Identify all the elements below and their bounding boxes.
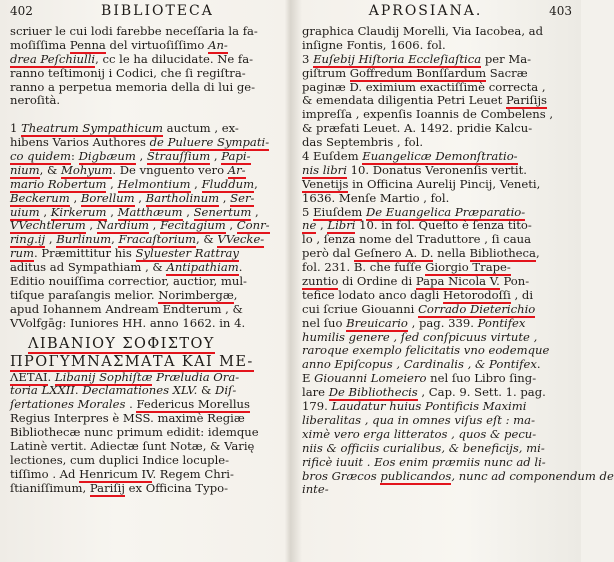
underlined-text: zuntio: [302, 274, 339, 289]
text-run: & præfati Leuet. A. 1492. pridie Kalcu-: [302, 121, 533, 136]
right-page-number: 403: [549, 4, 572, 18]
right_page.lines-line: [302, 317, 572, 331]
text-run: tiſque paraſangis melior.: [10, 287, 159, 302]
text-run: ,: [251, 204, 259, 219]
text-run: però dal: [302, 246, 355, 261]
underlined-text: Syluester Rattray: [135, 246, 239, 261]
text-run: ,: [182, 204, 194, 219]
text-run: cui ſcriue Giouanni: [302, 301, 419, 316]
text-run: del virtuoſiſſimo: [105, 37, 209, 52]
underlined-text: publicandos: [380, 468, 452, 483]
text-run: rificè iuuit . Eos enim præmiis nunc ad li-: [302, 454, 546, 469]
underlined-text: Papa Nicola V.: [415, 274, 500, 289]
left_page.lines-line: [10, 108, 282, 122]
left_page.lines_after_greek-line: [10, 371, 282, 385]
right_page.lines-line: [302, 428, 572, 442]
text-run: inte-: [302, 482, 329, 497]
text-run: tefice lodato anco dagli: [302, 287, 444, 302]
right_page.lines-line: [302, 468, 614, 484]
text-run: in Officina Aurelij Pincij, Veneti,: [348, 176, 541, 191]
text-run: auctum , ex-: [163, 121, 239, 136]
left-page: [10, 0, 282, 562]
text-run: , cc le ha dilucidate. Ne fa-: [95, 51, 254, 66]
underlined-text: mario Robertum: [10, 176, 107, 191]
text-run: ,: [135, 149, 147, 164]
right_page.lines-line: [302, 219, 572, 233]
underlined-text: ne: [302, 218, 317, 233]
text-run: Bibliothecæ nunc primum edidit: idemque: [10, 425, 259, 440]
right_page.lines-line: [302, 344, 572, 358]
text-run: ,: [111, 232, 119, 247]
left_page.lines_after_greek-line: [10, 454, 282, 468]
text-run: E: [302, 371, 315, 386]
left_page.lines-line: [10, 261, 282, 275]
left_page.lines-line: [10, 178, 282, 192]
text-run: ,: [254, 176, 258, 191]
right_page.lines-line: [302, 178, 572, 192]
left_page.lines-line: [10, 81, 282, 95]
text-run: ,: [106, 204, 118, 219]
right_page.lines-line: [302, 94, 572, 108]
underlined-text: Corrado Dieterichio: [418, 301, 536, 316]
underlined-text: Libanij Sophiſtæ: [54, 369, 153, 384]
underlined-text: VVechtlerum: [10, 218, 86, 233]
text-run: ,: [233, 287, 238, 302]
text-run: 179.: [302, 399, 332, 414]
text-run: graphica Claudij Morelli, Via Iacobea, ad: [302, 24, 544, 38]
text-run: ,: [134, 190, 146, 205]
left_page.lines_after_greek-line: [10, 468, 282, 482]
underlined-text: Libri: [327, 218, 356, 233]
text-run: ,: [535, 246, 540, 261]
text-run: ,: [69, 190, 81, 205]
left_page.lines_after_greek-line: [10, 440, 282, 454]
text-run: , &: [196, 232, 218, 247]
right_page.lines-line: [302, 53, 572, 67]
text-run: ,: [85, 218, 97, 233]
text-run: & emendata diligentia Petri Leuet: [302, 93, 507, 108]
text-run: Præludia Ora-: [152, 369, 240, 384]
underlined-text: Conr-: [236, 218, 270, 233]
underlined-text: Digbæum: [78, 149, 136, 164]
text-run: scriuer le cui lodi farebbe neceſſaria la: [10, 24, 243, 38]
text-run: bros Græcos: [302, 468, 381, 483]
right_page.lines-line: [302, 358, 572, 372]
text-run: , di: [510, 287, 534, 302]
text-run: ,: [190, 176, 202, 191]
underlined-text: Fluddum: [201, 176, 255, 191]
right_page.lines-line: [302, 81, 572, 95]
greek-title-line-1: [10, 335, 282, 353]
left_page.lines-line: [10, 289, 282, 303]
text-run: nel ſuo: [302, 315, 347, 330]
underlined-text: Nardium: [96, 218, 149, 233]
text-run: Sacræ: [486, 65, 528, 80]
text-run: .: [238, 260, 243, 275]
right_page.lines-line: [302, 206, 572, 220]
underlined-text: drea Peſchiulli: [10, 51, 96, 66]
left-running-head: [10, 3, 282, 25]
underlined-text: Fracaſtorium: [118, 232, 196, 247]
text-run: ex Officina Typo-: [124, 480, 229, 495]
text-run: ſtianiſſimum,: [10, 480, 90, 495]
left-text-block: [10, 25, 282, 331]
text-run: ximè vero erga litteratos , quos & pecu-: [302, 426, 537, 441]
right-running-head: [302, 3, 572, 25]
text-run: ,: [210, 149, 222, 164]
left_page.lines_after_greek-line: [10, 384, 282, 398]
text-run: Pontifex: [477, 315, 526, 330]
right_page.lines-line: [302, 25, 572, 39]
underlined-text: Hetorodoſſi: [443, 287, 511, 302]
right_page.lines-line: [302, 108, 572, 122]
right_page.lines-line: [302, 386, 572, 400]
text-run: lo , ſenza nome del Traduttore , ſi caua: [302, 232, 532, 247]
text-run: Latinè vertit. Adiectæ ſunt Notæ, & Varię: [10, 439, 255, 454]
text-run: lare: [302, 385, 329, 400]
text-run: Laudatur huius Pontificis Maximi: [331, 399, 527, 414]
underlined-text: ring.ij: [10, 232, 46, 247]
underlined-text: Eiuſdem: [313, 204, 363, 219]
left_page.lines_after_greek-line: [10, 426, 282, 440]
underlined-text: De Euangelica Præparatio-: [365, 204, 526, 219]
underlined-text: nium: [10, 162, 40, 177]
text-run: ,: [316, 218, 328, 233]
left_page.lines_after_greek-line: [10, 482, 282, 496]
text-run: fol. 231. B. che fuſſe: [302, 260, 426, 275]
right-page: [302, 0, 614, 562]
underlined-text: Ar-: [227, 162, 246, 177]
underlined-text: uium: [10, 204, 40, 219]
underlined-text: nis libri: [302, 162, 347, 177]
text-run: apud Iohannem Andream Endterum , &: [10, 301, 243, 316]
text-run: lectiones, cum duplici Indice locuple-: [10, 452, 230, 467]
left_page.lines-line: [10, 122, 282, 136]
right_page.lines-line: [302, 164, 572, 178]
text-run: ,: [45, 232, 57, 247]
greek-title-text-1: ΛΙΒΑΝΙΟΥ ΣΟΦΙΣΤΟΥ: [28, 335, 215, 352]
underlined-text: Mohyum: [61, 162, 113, 177]
underlined-text: Strauſſium: [146, 149, 211, 164]
text-run: , nunc ad componendum de: [451, 468, 614, 483]
text-run: Pon-: [499, 274, 530, 289]
text-run: . Præmittitur his: [34, 246, 136, 261]
text-run: Regius Interpres è MSS. maximè Regiæ: [10, 411, 245, 426]
underlined-text: co quidem: [10, 149, 72, 164]
underlined-text: ΛΕΤΑΙ: [10, 369, 48, 384]
text-run: , pag. 339.: [407, 315, 478, 330]
right_page.lines-line: [302, 261, 572, 275]
text-run: :: [71, 149, 79, 164]
text-run: Diſ-: [215, 383, 237, 398]
text-run: anno Epiſcopus , Cardinalis , & Pontifex: [302, 357, 537, 372]
right_page.lines-line: [302, 289, 572, 303]
underlined-text: de Puluere Sympati-: [149, 135, 270, 150]
text-run: .: [125, 397, 137, 412]
left_page.lines-line: [10, 53, 282, 67]
text-run: das Septembris , fol.: [302, 135, 424, 150]
text-run: Editio nouiſſima correctior, auctior, mul-: [10, 274, 247, 289]
right_page.lines-line: [302, 372, 572, 386]
underlined-text: Antipathiam: [166, 260, 239, 275]
text-run: Declamationes XLV.: [82, 383, 198, 398]
greek-title-line-2: [10, 353, 282, 371]
text-run: tiſſimo . Ad: [10, 466, 80, 481]
left_page.lines-line: [10, 67, 282, 81]
right_page.lines-line: [302, 192, 572, 206]
underlined-text: Breuicario: [346, 315, 408, 330]
text-run: nella: [433, 246, 470, 261]
underlined-text: Ser-: [230, 190, 255, 205]
text-run: impreſſa , expenſis Ioannis de Combelens ,: [302, 107, 554, 122]
underlined-text: Goffredum Bonſſardum: [349, 65, 487, 80]
left_page.lines-line: [10, 39, 282, 53]
right_page.lines-line: [302, 67, 572, 81]
right_page.lines-line: [302, 400, 572, 414]
text-run: neroſità.: [10, 93, 61, 108]
right_page.lines-line: [302, 247, 572, 261]
text-run: .: [47, 369, 55, 384]
left_page.lines-line: [10, 25, 282, 39]
underlined-text: Norimbergæ: [158, 287, 234, 302]
text-run: raroque exemplo felicitatis vno eodemque: [302, 343, 550, 358]
right_page.lines-line: [302, 150, 572, 164]
text-run: ,: [39, 204, 51, 219]
underlined-text: Geſnero A. D.: [354, 246, 434, 261]
underlined-text: Bartholinum: [145, 190, 220, 205]
underlined-text: Senertum: [193, 204, 252, 219]
left_page.lines_after_greek-line: [10, 412, 282, 426]
underlined-text: VVecke-: [217, 232, 265, 247]
underlined-text: Venetijs: [302, 176, 349, 191]
underlined-text: Kirkerum: [50, 204, 107, 219]
text-run: ſertationes Morales: [10, 397, 126, 412]
left_page.lines-line: [10, 219, 282, 233]
text-run: Giouanni Lomeiero: [314, 371, 427, 386]
text-run: aditus ad Sympathiam , &: [10, 260, 167, 275]
right_page.lines-line: [302, 136, 572, 150]
right_page.lines-line: [302, 122, 572, 136]
text-run: niis & officiis curialibus, & beneficijs, mi-: [302, 440, 545, 455]
right_page.lines-line: [302, 414, 572, 428]
text-run: paginæ D. eximium exactiſſimè correcta ,: [302, 79, 546, 94]
left_page.lines-line: [10, 303, 282, 317]
text-run: , Cap. 9. Sett. 1. pag.: [417, 385, 546, 400]
right-text-block: [302, 24, 614, 497]
right_page.lines-line: [302, 456, 572, 470]
text-run: 1636. Menſe Martio , fol.: [302, 190, 450, 205]
right_page.lines-line: [302, 39, 572, 53]
underlined-text: Theatrum Sympathicum: [21, 121, 163, 136]
right_page.lines-line: [302, 442, 572, 456]
underlined-text: Matthæum: [117, 204, 183, 219]
text-run: 10. Donatus Veronenſis vertit.: [346, 162, 527, 177]
underlined-text: Euangelicæ Demonſtratio-: [362, 149, 518, 164]
left-text-block-2: [10, 371, 282, 496]
underlined-text: rum: [10, 246, 35, 261]
text-run: 5: [302, 204, 314, 219]
underlined-text: Pariſij: [89, 480, 125, 495]
left-running-title: BIBLIOTECA: [101, 3, 214, 19]
underlined-text: An-: [208, 37, 228, 52]
left_page.lines-line: [10, 247, 282, 261]
right_page.lines-line: [302, 331, 572, 345]
right_page.lines-line: [302, 303, 572, 317]
underlined-text: Bibliotheca: [469, 246, 536, 261]
underlined-text: Euſebij Hiſtoria Eccleſiaſtica: [313, 51, 482, 66]
text-run: VVolfgāg: Iuniores HH. anno 1662. in 4.: [10, 315, 246, 330]
text-run: ,: [219, 190, 231, 205]
left_page.lines-line: [10, 233, 282, 247]
text-run: hibens Varios Authores: [10, 135, 150, 150]
text-run: 1: [10, 121, 22, 136]
underlined-text: Papi-: [221, 149, 251, 164]
underlined-text: Fecitagium: [160, 218, 226, 233]
right-running-title: APROSIANA.: [368, 3, 483, 19]
text-run: 10. in fol. Queſto è ſenza tito-: [355, 218, 532, 233]
left_page.lines-line: [10, 317, 282, 331]
text-run: ranno teſtimonij i Codici, che ſi regiſtra-: [10, 65, 246, 80]
underlined-text: Federicus Morellus: [136, 397, 250, 412]
right_page.lines-line: [302, 275, 572, 289]
text-run: ranno a perpetua memoria della di lui ge-: [10, 79, 256, 94]
underlined-text: Helmontium: [117, 176, 191, 191]
underlined-text: Penna: [69, 37, 106, 52]
text-run: ,: [106, 176, 118, 191]
underlined-text: Pariſijs: [506, 93, 548, 108]
left_page.lines-line: [10, 192, 282, 206]
underlined-text: Giorgio Trape-: [425, 260, 511, 275]
text-run: toria LXXII: [10, 383, 75, 398]
text-run: inſigne Fontis, 1606. fol.: [302, 37, 446, 52]
text-run: giſtrum: [302, 65, 350, 80]
left_page.lines-line: [10, 164, 282, 178]
text-run: . Regem Chri-: [152, 466, 234, 481]
underlined-text: Henricum IV: [79, 466, 153, 481]
text-run: , &: [39, 162, 62, 177]
text-run: .: [74, 383, 83, 398]
text-run: humilis genere , ſed conſpicuus virtute ,: [302, 329, 538, 344]
right_page.lines-line: [302, 233, 572, 247]
left_page.lines-line: [10, 150, 282, 164]
text-run: moſiſſima: [10, 37, 70, 52]
text-run: 4 Euſdem: [302, 149, 363, 164]
text-run: 3: [302, 51, 314, 66]
text-run: ,: [225, 218, 237, 233]
underlined-text: De Bibliothecis: [328, 385, 418, 400]
text-run: fa-: [242, 24, 258, 38]
left-page-number: 402: [10, 4, 33, 18]
text-run: di Ordine di: [338, 274, 416, 289]
text-run: liberalitas , qua in omnes viſus eſt : ma-: [302, 412, 535, 427]
left_page.lines-line: [10, 206, 282, 220]
text-run: &: [197, 383, 216, 398]
text-run: . De vnguento vero: [112, 162, 228, 177]
left_page.lines-line: [10, 136, 282, 150]
text-run: nel ſuo Libro ſing-: [426, 371, 537, 386]
left_page.lines-line: [10, 275, 282, 289]
underlined-text: Burlinum: [56, 232, 112, 247]
underlined-text: Borellum: [80, 190, 135, 205]
right_page.lines-line: [302, 483, 572, 497]
greek-title-text-2: ΠΡΟΓΥΜΝΑΣΜΑΤΑ ΚΑΙ ΜΕ-: [10, 353, 254, 370]
text-run: per Ma-: [481, 51, 532, 66]
underlined-text: Beckerum: [10, 190, 70, 205]
left_page.lines_after_greek-line: [10, 398, 282, 412]
left_page.lines-line: [10, 94, 282, 108]
text-run: .: [536, 357, 541, 372]
text-run: ,: [149, 218, 161, 233]
